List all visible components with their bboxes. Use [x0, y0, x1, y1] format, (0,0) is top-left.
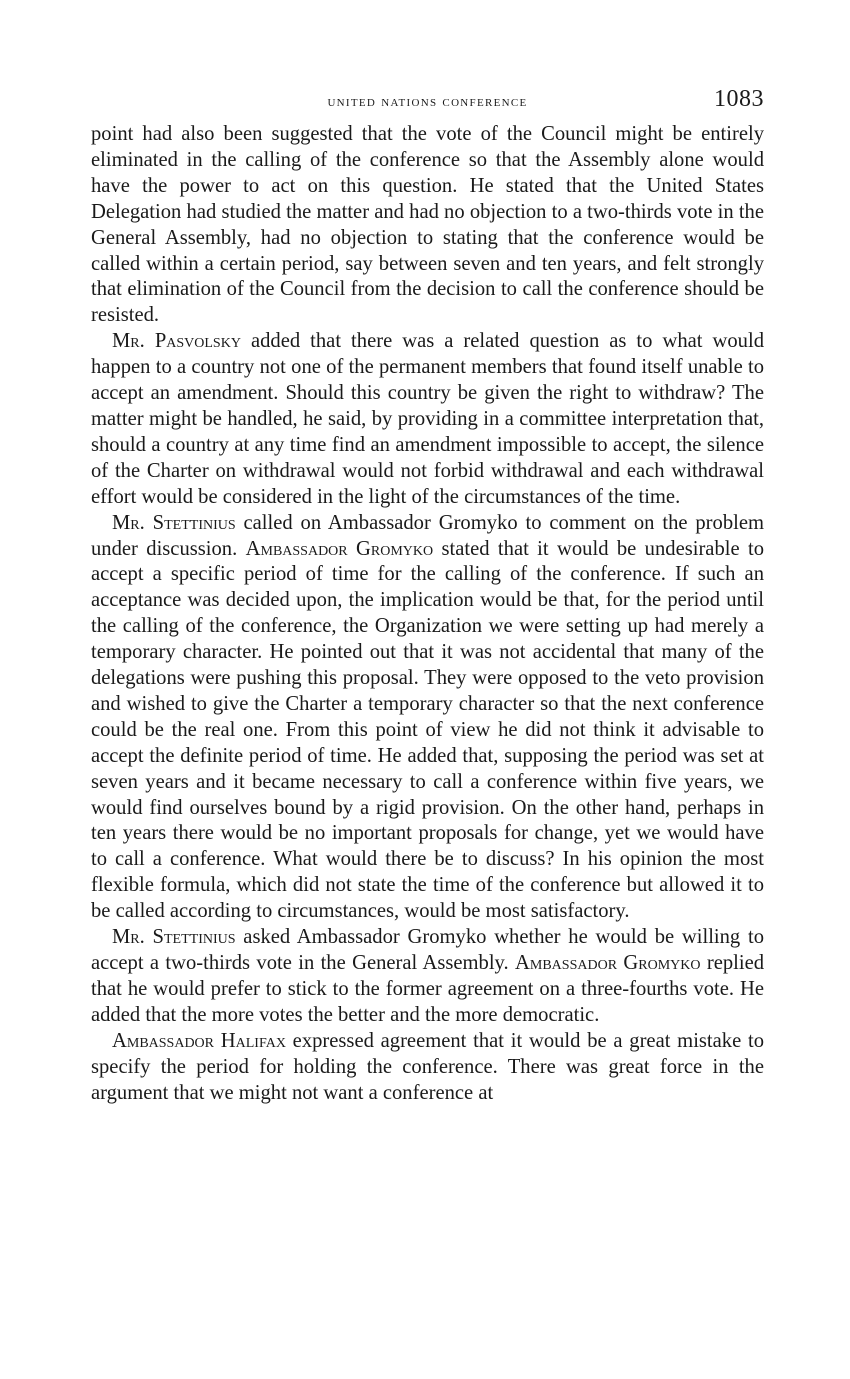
speaker-name: Ambassador Gromyko [515, 952, 701, 974]
paragraph-4 [91, 925, 764, 1029]
document-page [91, 86, 764, 1106]
paragraph-text: expressed agreement that it would be a great mistake to specify the period for holding the conference. There was great force in the argument that we might not want a conference at [91, 1029, 764, 1104]
paragraph-text: point had also been suggested that the vote of the Council might be entirely eliminated in the calling of the conference so that the Assembly alone would have the power to act on this question. He stated that the United States Delegation had studied the matter and had no objection to a two-thirds vote in the General Assembly, had no objection to stating that the conference would be called within a certain period, say between seven and ten years, and felt strongly that elimination of the Council from the decision to call the conference should be resisted. [91, 123, 764, 327]
paragraph-2 [91, 329, 764, 510]
paragraph-3 [91, 511, 764, 926]
running-title: united nations conference [327, 94, 528, 110]
paragraph-1 [91, 122, 764, 329]
speaker-name: Mr. Stettinius [112, 511, 236, 534]
body-text [91, 122, 764, 1106]
paragraph-text: called on Ambassador Gromyko to comment on the problem under discussion. [91, 511, 764, 560]
speaker-name: Ambassador Gromyko [245, 537, 434, 560]
paragraph-text: added that there was a related question as to what would happen to a country not one of the permanent members that found itself unable to accept an amendment. Should this country be given the right to withdraw? The matter might be handled, he said, by providing in a committee interpretation that, should a country at any time find an amendment impossible to accept, the silence of the Charter on withdrawal would not forbid withdrawal and each withdrawal effort would be considered in the light of the circumstances of the time. [91, 330, 764, 508]
speaker-name: Mr. Stettinius [112, 926, 236, 949]
paragraph-text: replied that he would prefer to stick to the former agreement on a three-fourths vote. He added that the more votes the better and the more democratic. [91, 952, 765, 1026]
paragraph-text: stated that it would be undesirable to accept a specific period of time for the calling of the conference. If such an acceptance was decided upon, the implication would be that, for the period until the calling of the conference, the Organization we were setting up had merely a temporary character. He pointed out that it was not accidental that many of the delegations were pushing this proposal. They were opposed to the veto provision and wished to give the Charter a temporary character so that the next conference could be the real one. From this point of view he did not think it advisable to accept the definite period of time. He added that, supposing the period was set at seven years and it became necessary to call a conference within five years, we would find ourselves bound by a rigid provision. On the other hand, perhaps in ten years there would be no important proposals for change, yet we would have to call a conference. What would there be to discuss? In his opinion the most flexible formula, which did not state the time of the conference but allowed it to be called according to circumstances, would be most satisfactory. [91, 537, 765, 923]
paragraph-5 [91, 1029, 764, 1107]
speaker-name: Mr. Pasvolsky [112, 330, 241, 353]
speaker-name: Ambassador Halifax [112, 1029, 286, 1052]
paragraph-text: asked Ambassador Gromyko whether he would be willing to accept a two-thirds vote in the General Assembly. [91, 926, 765, 974]
page-number: 1083 [714, 86, 764, 112]
running-header [91, 86, 764, 122]
